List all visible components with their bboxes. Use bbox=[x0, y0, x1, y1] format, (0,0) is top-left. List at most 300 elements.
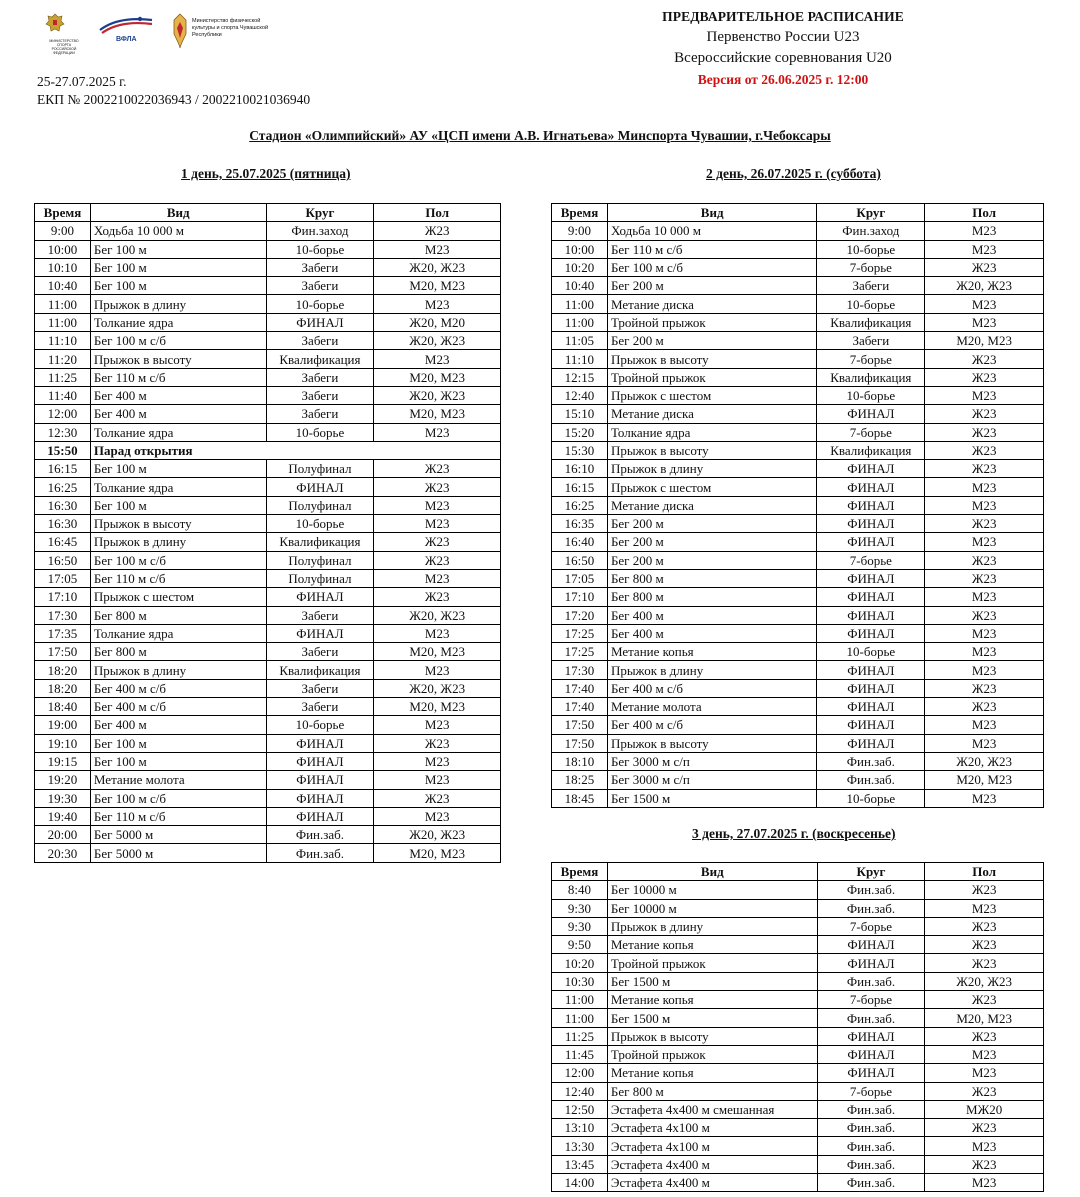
time-cell: 11:25 bbox=[35, 368, 91, 386]
table-row bbox=[552, 423, 1044, 441]
event-cell: Эстафета 4х100 м bbox=[607, 1119, 817, 1137]
round-cell: Фин.заб. bbox=[266, 826, 374, 844]
table-row bbox=[35, 771, 501, 789]
gender-cell: М23 bbox=[925, 313, 1044, 331]
event-line-2: Всероссийские соревнования U20 bbox=[674, 50, 892, 66]
event-cell: Бег 110 м с/б bbox=[90, 368, 266, 386]
gender-cell: М23 bbox=[925, 478, 1044, 496]
event-cell: Бег 800 м bbox=[607, 1082, 817, 1100]
round-cell: ФИНАЛ bbox=[266, 588, 374, 606]
round-cell: Фин.заб. bbox=[817, 972, 925, 990]
round-cell: Квалификация bbox=[817, 441, 925, 459]
round-cell: Фин.заб. bbox=[817, 881, 925, 899]
event-cell: Прыжок в высоту bbox=[90, 515, 266, 533]
time-cell: 19:00 bbox=[35, 716, 91, 734]
round-cell: ФИНАЛ bbox=[817, 478, 925, 496]
gender-cell: Ж23 bbox=[925, 1027, 1044, 1045]
time-cell: 11:20 bbox=[35, 350, 91, 368]
round-cell: ФИНАЛ bbox=[817, 1027, 925, 1045]
event-cell: Прыжок в длину bbox=[607, 661, 816, 679]
table-row bbox=[552, 478, 1044, 496]
time-cell: 17:35 bbox=[35, 624, 91, 642]
time-cell: 16:25 bbox=[552, 496, 608, 514]
time-cell: 15:20 bbox=[552, 423, 608, 441]
table-row bbox=[35, 295, 501, 313]
event-cell: Бег 400 м bbox=[90, 386, 266, 404]
event-cell: Тройной прыжок bbox=[607, 1045, 817, 1063]
col-gender: Пол bbox=[374, 204, 501, 222]
gender-cell: Ж23 bbox=[374, 551, 501, 569]
col-event: Вид bbox=[607, 204, 816, 222]
event-cell: Бег 110 м с/б bbox=[90, 807, 266, 825]
gender-cell: М23 bbox=[374, 624, 501, 642]
round-cell: ФИНАЛ bbox=[817, 734, 925, 752]
time-cell: 11:45 bbox=[552, 1045, 608, 1063]
event-cell: Прыжок в высоту bbox=[607, 350, 816, 368]
event-cell: Бег 10000 м bbox=[607, 881, 817, 899]
event-cell: Бег 200 м bbox=[607, 515, 816, 533]
table-row bbox=[35, 734, 501, 752]
event-cell: Эстафета 4х400 м смешанная bbox=[607, 1100, 817, 1118]
event-cell: Прыжок с шестом bbox=[607, 386, 816, 404]
round-cell: 10-борье bbox=[817, 240, 925, 258]
gender-cell: М20, М23 bbox=[925, 771, 1044, 789]
venue-line: Стадион «Олимпийский» АУ «ЦСП имени А.В. Игнатьева» Минспорта Чувашии, г.Чебоксары bbox=[249, 128, 831, 143]
round-cell: Фин.заб. bbox=[817, 1009, 925, 1027]
round-cell: Забеги bbox=[266, 368, 374, 386]
table-row bbox=[552, 222, 1044, 240]
gender-cell: Ж20, Ж23 bbox=[374, 679, 501, 697]
gender-cell: М23 bbox=[925, 386, 1044, 404]
round-cell: Квалификация bbox=[817, 368, 925, 386]
gender-cell: Ж23 bbox=[374, 460, 501, 478]
chuvash-emblem-icon bbox=[172, 12, 188, 50]
table-row bbox=[35, 569, 501, 587]
table-row bbox=[35, 551, 501, 569]
vfla-swoosh-icon bbox=[96, 14, 156, 36]
gender-cell: Ж23 bbox=[374, 789, 501, 807]
event-cell: Бег 100 м bbox=[90, 240, 266, 258]
table-row bbox=[552, 991, 1044, 1009]
event-cell: Бег 200 м bbox=[607, 551, 816, 569]
gender-cell: Ж20, Ж23 bbox=[925, 972, 1044, 990]
round-cell: Квалификация bbox=[266, 661, 374, 679]
event-cell: Бег 110 м с/б bbox=[607, 240, 816, 258]
event-cell: Бег 3000 м с/п bbox=[607, 752, 816, 770]
event-cell: Прыжок в высоту bbox=[607, 734, 816, 752]
event-cell: Толкание ядра bbox=[90, 313, 266, 331]
time-cell: 11:00 bbox=[35, 295, 91, 313]
round-cell: Забеги bbox=[266, 606, 374, 624]
round-cell: ФИНАЛ bbox=[817, 624, 925, 642]
gender-cell: Ж23 bbox=[925, 441, 1044, 459]
round-cell: Полуфинал bbox=[266, 496, 374, 514]
gender-cell: М23 bbox=[925, 899, 1044, 917]
time-cell: 10:00 bbox=[552, 240, 608, 258]
round-cell: Забеги bbox=[266, 405, 374, 423]
time-cell: 10:30 bbox=[552, 972, 608, 990]
gender-cell: Ж20, М20 bbox=[374, 313, 501, 331]
round-cell: ФИНАЛ bbox=[266, 624, 374, 642]
round-cell: 10-борье bbox=[266, 295, 374, 313]
time-cell: 17:10 bbox=[35, 588, 91, 606]
time-cell: 20:30 bbox=[35, 844, 91, 862]
round-cell: ФИНАЛ bbox=[266, 734, 374, 752]
gender-cell: Ж23 bbox=[925, 881, 1044, 899]
time-cell: 12:30 bbox=[35, 423, 91, 441]
day1-title: 1 день, 25.07.2025 (пятница) bbox=[181, 166, 351, 181]
event-cell: Эстафета 4х100 м bbox=[607, 1137, 817, 1155]
event-cell: Бег 100 м с/б bbox=[90, 789, 266, 807]
time-cell: 13:10 bbox=[552, 1119, 608, 1137]
table-row bbox=[35, 423, 501, 441]
event-cell: Толкание ядра bbox=[90, 624, 266, 642]
round-cell: Квалификация bbox=[266, 533, 374, 551]
time-cell: 9:00 bbox=[35, 222, 91, 240]
round-cell: Забеги bbox=[266, 643, 374, 661]
gender-cell: Ж23 bbox=[925, 350, 1044, 368]
round-cell: Забеги bbox=[817, 332, 925, 350]
round-cell: 10-борье bbox=[266, 423, 374, 441]
time-cell: 17:25 bbox=[552, 624, 608, 642]
round-cell: 10-борье bbox=[817, 386, 925, 404]
gender-cell: Ж20, Ж23 bbox=[374, 606, 501, 624]
event-cell: Толкание ядра bbox=[90, 478, 266, 496]
round-cell: ФИНАЛ bbox=[817, 405, 925, 423]
table-row bbox=[552, 1009, 1044, 1027]
time-cell: 11:00 bbox=[552, 295, 608, 313]
time-cell: 16:50 bbox=[552, 551, 608, 569]
event-cell: Метание диска bbox=[607, 405, 816, 423]
table-row bbox=[552, 917, 1044, 935]
time-cell: 11:10 bbox=[35, 332, 91, 350]
event-cell: Бег 400 м с/б bbox=[607, 716, 816, 734]
document-title: ПРЕДВАРИТЕЛЬНОЕ РАСПИСАНИЕ bbox=[662, 9, 904, 24]
round-cell: ФИНАЛ bbox=[266, 752, 374, 770]
event-line-1: Первенство России U23 bbox=[706, 29, 860, 45]
time-cell: 18:20 bbox=[35, 679, 91, 697]
time-cell: 17:20 bbox=[552, 606, 608, 624]
gender-cell: Ж23 bbox=[925, 1119, 1044, 1137]
table-row bbox=[552, 716, 1044, 734]
gender-cell: М23 bbox=[374, 716, 501, 734]
round-cell: 7-борье bbox=[817, 917, 925, 935]
event-cell: Прыжок с шестом bbox=[90, 588, 266, 606]
round-cell: 7-борье bbox=[817, 551, 925, 569]
event-cell: Тройной прыжок bbox=[607, 313, 816, 331]
gender-cell: М23 bbox=[925, 295, 1044, 313]
round-cell: ФИНАЛ bbox=[817, 588, 925, 606]
table-row bbox=[35, 277, 501, 295]
round-cell: Фин.заб. bbox=[817, 771, 925, 789]
gender-cell: Ж23 bbox=[925, 423, 1044, 441]
gender-cell: М23 bbox=[374, 423, 501, 441]
day2-title: 2 день, 26.07.2025 г. (суббота) bbox=[706, 166, 881, 181]
col-gender: Пол bbox=[925, 863, 1044, 881]
gender-cell: МЖ20 bbox=[925, 1100, 1044, 1118]
col-round: Круг bbox=[266, 204, 374, 222]
table-row bbox=[552, 1100, 1044, 1118]
round-cell: 7-борье bbox=[817, 991, 925, 1009]
time-cell: 11:00 bbox=[552, 991, 608, 1009]
time-cell: 10:10 bbox=[35, 258, 91, 276]
time-cell: 12:50 bbox=[552, 1100, 608, 1118]
gender-cell: Ж20, Ж23 bbox=[374, 826, 501, 844]
time-cell: 19:10 bbox=[35, 734, 91, 752]
gender-cell: Ж23 bbox=[925, 936, 1044, 954]
event-cell: Бег 400 м bbox=[90, 405, 266, 423]
gender-cell: Ж23 bbox=[925, 954, 1044, 972]
round-cell: 7-борье bbox=[817, 350, 925, 368]
table-row bbox=[35, 515, 501, 533]
event-cell: Бег 800 м bbox=[607, 569, 816, 587]
event-cell: Прыжок в длину bbox=[607, 460, 816, 478]
gender-cell: Ж23 bbox=[925, 1082, 1044, 1100]
time-cell: 16:35 bbox=[552, 515, 608, 533]
time-cell: 16:25 bbox=[35, 478, 91, 496]
table-row bbox=[552, 734, 1044, 752]
table-row bbox=[35, 679, 501, 697]
event-cell: Бег 400 м bbox=[607, 606, 816, 624]
round-cell: Полуфинал bbox=[266, 551, 374, 569]
time-cell: 8:40 bbox=[552, 881, 608, 899]
day3-title: 3 день, 27.07.2025 г. (воскресенье) bbox=[692, 826, 896, 841]
round-cell: 7-борье bbox=[817, 1082, 925, 1100]
event-cell: Бег 800 м bbox=[90, 606, 266, 624]
round-cell: Забеги bbox=[266, 258, 374, 276]
table-row bbox=[552, 332, 1044, 350]
table-row bbox=[35, 716, 501, 734]
table-row bbox=[35, 807, 501, 825]
round-cell: Забеги bbox=[266, 698, 374, 716]
time-cell: 12:00 bbox=[552, 1064, 608, 1082]
event-cell: Эстафета 4х400 м bbox=[607, 1155, 817, 1173]
gender-cell: Ж23 bbox=[925, 515, 1044, 533]
event-cell: Бег 1500 м bbox=[607, 1009, 817, 1027]
round-cell: ФИНАЛ bbox=[817, 533, 925, 551]
time-cell: 10:20 bbox=[552, 258, 608, 276]
event-cell: Бег 1500 м bbox=[607, 972, 817, 990]
col-round: Круг bbox=[817, 204, 925, 222]
event-cell: Бег 800 м bbox=[90, 643, 266, 661]
table-row bbox=[35, 826, 501, 844]
table-row bbox=[35, 405, 501, 423]
gender-cell: Ж23 bbox=[925, 569, 1044, 587]
table-row bbox=[35, 350, 501, 368]
table-row bbox=[552, 624, 1044, 642]
table-row bbox=[35, 789, 501, 807]
gender-cell: М23 bbox=[374, 771, 501, 789]
col-time: Время bbox=[35, 204, 91, 222]
event-cell: Бег 100 м с/б bbox=[607, 258, 816, 276]
chuvash-ministry-logo: Министерство физической культуры и спорта Чувашской Республики bbox=[172, 12, 282, 52]
round-cell: ФИНАЛ bbox=[817, 661, 925, 679]
table-row bbox=[552, 405, 1044, 423]
table-row bbox=[552, 496, 1044, 514]
round-cell: ФИНАЛ bbox=[817, 496, 925, 514]
table-row bbox=[35, 533, 501, 551]
round-cell: ФИНАЛ bbox=[266, 771, 374, 789]
time-cell: 11:25 bbox=[552, 1027, 608, 1045]
round-cell: Фин.заб. bbox=[817, 752, 925, 770]
gender-cell: Ж23 bbox=[925, 551, 1044, 569]
table-row bbox=[552, 441, 1044, 459]
event-cell: Прыжок в высоту bbox=[607, 1027, 817, 1045]
table-row bbox=[552, 954, 1044, 972]
gender-cell: М23 bbox=[925, 1137, 1044, 1155]
gender-cell: Ж23 bbox=[374, 478, 501, 496]
table-row bbox=[552, 350, 1044, 368]
time-cell: 14:00 bbox=[552, 1174, 608, 1192]
table-row bbox=[35, 752, 501, 770]
time-cell: 19:40 bbox=[35, 807, 91, 825]
round-cell: 7-борье bbox=[817, 423, 925, 441]
gender-cell: М23 bbox=[374, 496, 501, 514]
gender-cell: М23 bbox=[925, 716, 1044, 734]
event-cell: Бег 100 м с/б bbox=[90, 551, 266, 569]
round-cell: ФИНАЛ bbox=[817, 698, 925, 716]
event-cell: Бег 100 м bbox=[90, 460, 266, 478]
time-cell: 10:40 bbox=[552, 277, 608, 295]
table-row bbox=[552, 643, 1044, 661]
event-cell: Прыжок в длину bbox=[90, 533, 266, 551]
gender-cell: М23 bbox=[925, 240, 1044, 258]
event-cell: Бег 100 м bbox=[90, 752, 266, 770]
gender-cell: Ж23 bbox=[374, 734, 501, 752]
round-cell: ФИНАЛ bbox=[817, 515, 925, 533]
round-cell: Фин.заб. bbox=[817, 1137, 925, 1155]
table-row bbox=[552, 936, 1044, 954]
round-cell: ФИНАЛ bbox=[817, 716, 925, 734]
table-row bbox=[552, 368, 1044, 386]
round-cell: Фин.заб. bbox=[817, 1100, 925, 1118]
round-cell: ФИНАЛ bbox=[266, 478, 374, 496]
gender-cell: М23 bbox=[925, 533, 1044, 551]
event-cell: Метание диска bbox=[607, 295, 816, 313]
time-cell: 13:45 bbox=[552, 1155, 608, 1173]
round-cell: Полуфинал bbox=[266, 569, 374, 587]
time-cell: 11:10 bbox=[552, 350, 608, 368]
round-cell: Забеги bbox=[266, 332, 374, 350]
table-row bbox=[552, 551, 1044, 569]
round-cell: Фин.заб. bbox=[266, 844, 374, 862]
time-cell: 17:10 bbox=[552, 588, 608, 606]
col-gender: Пол bbox=[925, 204, 1044, 222]
table-row bbox=[552, 606, 1044, 624]
table-row bbox=[552, 771, 1044, 789]
event-cell: Тройной прыжок bbox=[607, 954, 817, 972]
round-cell: Фин.заб. bbox=[817, 1174, 925, 1192]
event-cell: Метание молота bbox=[607, 698, 816, 716]
gender-cell: Ж23 bbox=[925, 460, 1044, 478]
time-cell: 17:30 bbox=[35, 606, 91, 624]
round-cell: Фин.заб. bbox=[817, 1119, 925, 1137]
gender-cell: М20, М23 bbox=[374, 698, 501, 716]
event-cell: Эстафета 4х400 м bbox=[607, 1174, 817, 1192]
gender-cell: Ж23 bbox=[925, 606, 1044, 624]
table-row bbox=[552, 295, 1044, 313]
gender-cell: М23 bbox=[374, 295, 501, 313]
table-row bbox=[35, 332, 501, 350]
time-cell: 17:50 bbox=[552, 734, 608, 752]
round-cell: 10-борье bbox=[266, 515, 374, 533]
gender-cell: Ж23 bbox=[925, 917, 1044, 935]
event-cell: Бег 200 м bbox=[607, 332, 816, 350]
event-cell: Парад открытия bbox=[90, 441, 500, 459]
gender-cell: Ж20, Ж23 bbox=[374, 332, 501, 350]
time-cell: 11:05 bbox=[552, 332, 608, 350]
gender-cell: Ж23 bbox=[925, 368, 1044, 386]
time-cell: 16:30 bbox=[35, 496, 91, 514]
gender-cell: М23 bbox=[374, 240, 501, 258]
time-cell: 10:20 bbox=[552, 954, 608, 972]
event-cell: Бег 100 м bbox=[90, 734, 266, 752]
round-cell: ФИНАЛ bbox=[817, 1045, 925, 1063]
gender-cell: М23 bbox=[374, 350, 501, 368]
table-row bbox=[35, 588, 501, 606]
round-cell: 7-борье bbox=[817, 258, 925, 276]
gender-cell: М23 bbox=[925, 734, 1044, 752]
round-cell: Полуфинал bbox=[266, 460, 374, 478]
gender-cell: М23 bbox=[374, 569, 501, 587]
event-cell: Метание диска bbox=[607, 496, 816, 514]
coat-of-arms-icon bbox=[44, 12, 66, 34]
event-cell: Метание копья bbox=[607, 936, 817, 954]
gender-cell: М23 bbox=[925, 1174, 1044, 1192]
table-row bbox=[552, 972, 1044, 990]
time-cell: 16:30 bbox=[35, 515, 91, 533]
round-cell: Забеги bbox=[266, 679, 374, 697]
time-cell: 9:30 bbox=[552, 899, 608, 917]
event-cell: Бег 400 м с/б bbox=[607, 679, 816, 697]
event-cell: Бег 100 м bbox=[90, 496, 266, 514]
table-row bbox=[35, 258, 501, 276]
event-cell: Прыжок в длину bbox=[90, 661, 266, 679]
event-cell: Прыжок с шестом bbox=[607, 478, 816, 496]
day1-schedule-table bbox=[34, 203, 501, 863]
table-row bbox=[35, 844, 501, 862]
time-cell: 12:40 bbox=[552, 386, 608, 404]
gender-cell: Ж23 bbox=[925, 679, 1044, 697]
time-cell: 12:40 bbox=[552, 1082, 608, 1100]
table-row bbox=[35, 661, 501, 679]
round-cell: ФИНАЛ bbox=[817, 460, 925, 478]
table-row bbox=[35, 698, 501, 716]
vfla-logo: ВФЛА bbox=[96, 14, 156, 50]
round-cell: ФИНАЛ bbox=[817, 954, 925, 972]
table-row bbox=[35, 313, 501, 331]
table-row bbox=[552, 899, 1044, 917]
time-cell: 18:40 bbox=[35, 698, 91, 716]
time-cell: 17:40 bbox=[552, 679, 608, 697]
time-cell: 16:40 bbox=[552, 533, 608, 551]
table-row bbox=[552, 698, 1044, 716]
event-cell: Бег 100 м с/б bbox=[90, 332, 266, 350]
table-row bbox=[552, 569, 1044, 587]
event-cell: Прыжок в высоту bbox=[607, 441, 816, 459]
gender-cell: М23 bbox=[374, 752, 501, 770]
table-row bbox=[552, 515, 1044, 533]
time-cell: 18:10 bbox=[552, 752, 608, 770]
event-cell: Бег 800 м bbox=[607, 588, 816, 606]
table-row bbox=[35, 368, 501, 386]
event-cell: Бег 400 м bbox=[90, 716, 266, 734]
header-left bbox=[37, 73, 310, 109]
time-cell: 16:10 bbox=[552, 460, 608, 478]
time-cell: 17:50 bbox=[35, 643, 91, 661]
round-cell: Фин.заход bbox=[266, 222, 374, 240]
gender-cell: М23 bbox=[925, 624, 1044, 642]
